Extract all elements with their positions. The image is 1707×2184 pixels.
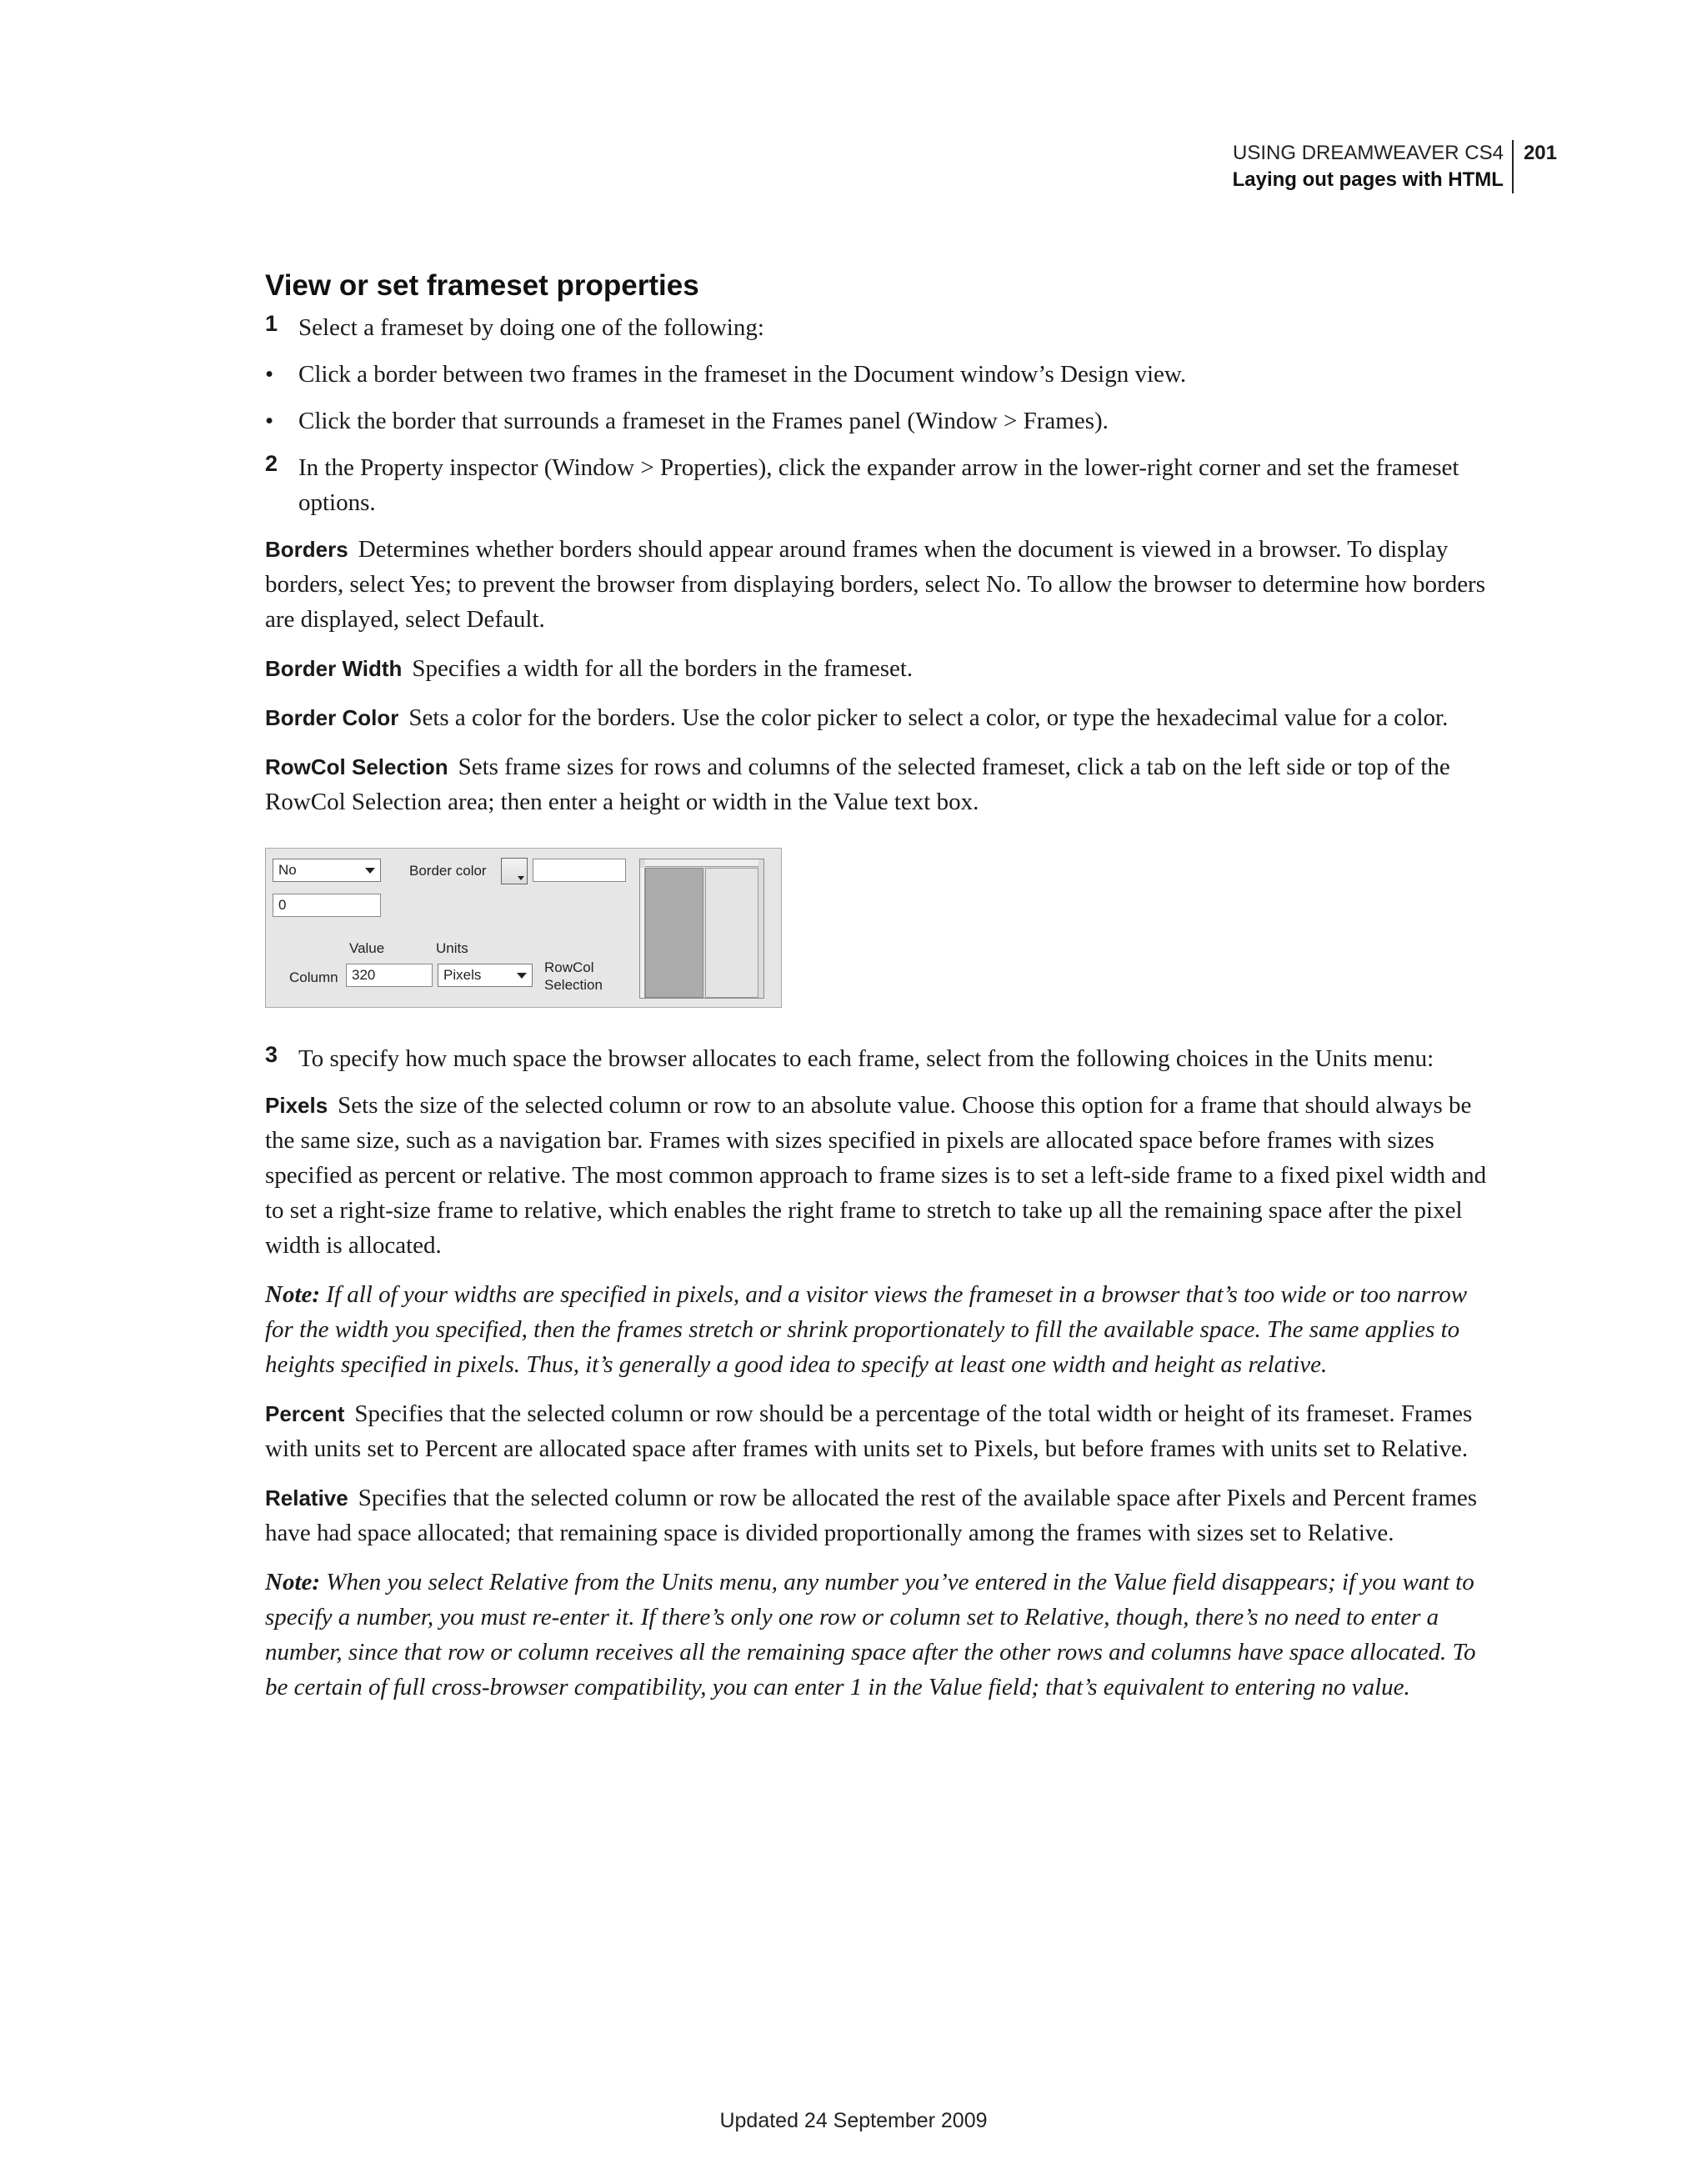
definition-term: Pixels <box>265 1093 328 1118</box>
step-number: 3 <box>265 1042 278 1067</box>
property-inspector-figure <box>265 848 782 1008</box>
step-number: 2 <box>265 451 278 476</box>
rowcol-top-tab[interactable] <box>645 859 758 867</box>
definition-term: Borders <box>265 537 348 562</box>
section-heading: View or set frameset properties <box>265 269 699 302</box>
definition-border-width <box>265 651 1499 686</box>
book-title: USING DREAMWEAVER CS4 <box>1233 142 1504 164</box>
border-color-input[interactable] <box>533 859 626 882</box>
note-text: When you select Relative from the Units menu, any number you’ve entered in the Value field disappears; if you want to specify a number, you must re-enter it. If there’s only one row or column set to Relative, though, there’s no need to enter a number, since that row or column receives all the remaining space after the other rows and columns have space allocated. To be certain of full cross-browser compatibility, you can enter 1 in the Value field; that’s equivalent to entering no value. <box>265 1569 1476 1701</box>
definition-relative <box>265 1480 1499 1550</box>
note-label: Note: <box>265 1281 321 1308</box>
rowcol-column[interactable] <box>705 868 758 998</box>
bullet-text: Click a border between two frames in the frameset in the Document window’s Design view. <box>298 361 1187 388</box>
definition-term: Border Width <box>265 656 403 681</box>
color-swatch-button[interactable] <box>501 858 528 884</box>
value-label: Value <box>349 940 385 956</box>
borders-select[interactable] <box>273 859 381 882</box>
step-2 <box>265 450 1499 520</box>
rowcol-selected-column[interactable] <box>645 868 703 998</box>
step-1 <box>265 310 1499 345</box>
step-number: 1 <box>265 311 278 336</box>
step-3 <box>265 1041 1499 1076</box>
bullet-glyph: • <box>265 361 274 388</box>
definition-rowcol-selection <box>265 749 1499 819</box>
page-number: 201 <box>1523 142 1557 164</box>
definition-border-color <box>265 700 1499 735</box>
definition-percent <box>265 1396 1499 1466</box>
border-color-label: Border color <box>409 863 487 879</box>
units-select-value: Pixels <box>443 967 482 983</box>
running-header <box>1233 140 1557 193</box>
chevron-down-icon <box>518 876 524 880</box>
definition-text: Specifies that the selected column or row be allocated the rest of the available space after Pixels and Percent frames have had space allocated; that remaining space is divided proportionally among the frames with sizes set to Relative. <box>265 1485 1478 1546</box>
definition-pixels <box>265 1088 1499 1263</box>
definition-term: Relative <box>265 1485 348 1510</box>
definition-borders <box>265 532 1499 637</box>
rowcol-label-line-2: Selection <box>544 977 603 993</box>
column-label: Column <box>289 969 338 985</box>
definition-text: Sets the size of the selected column or row to an absolute value. Choose this option for a frame that should always be the same size, such as a navigation bar. Frames with sizes specified in pixels are allocated space before frames with sizes specified as percent or relative. The most common approach to frame sizes is to set a left-side frame to a fixed pixel width and to set a right-size frame to relative, which enables the right frame to stretch to take up all the remaining space after the pixel width is allocated. <box>265 1092 1487 1259</box>
definition-text: Specifies that the selected column or row should be a percentage of the total width or height of its frameset. Frames with units set to Percent are allocated space after frames with units set to Pixels, but before frames with units set to Relative. <box>265 1400 1473 1462</box>
note-relative <box>265 1565 1499 1705</box>
definition-text: Sets frame sizes for rows and columns of the selected frameset, click a tab on the left side or top of the RowCol Selection area; then enter a height or width in the Value text box. <box>265 754 1450 815</box>
rowcol-selection-area[interactable] <box>639 859 764 999</box>
note-label: Note: <box>265 1569 321 1595</box>
rowcol-label-line-1: RowCol <box>544 959 594 975</box>
borders-select-value: No <box>278 862 297 878</box>
note-text: If all of your widths are specified in pixels, and a visitor views the frameset in a browser that’s too wide or too narrow for the width you specified, then the frames stretch or shrink proportionately to fill the available space. The same applies to heights specified in pixels. Thus, it’s generally a good idea to specify at least one width and height as relative. <box>265 1281 1468 1378</box>
step-text: Select a frameset by doing one of the following: <box>298 314 764 341</box>
note-pixels <box>265 1277 1499 1382</box>
chevron-down-icon <box>365 868 375 874</box>
chevron-down-icon <box>517 973 527 979</box>
units-label: Units <box>436 940 468 956</box>
units-select[interactable] <box>438 964 533 987</box>
definition-text: Determines whether borders should appear around frames when the document is viewed in a browser. To display borders, select Yes; to prevent the browser from displaying borders, select No. To allow the browser to determine how borders are displayed, select Default. <box>265 536 1486 633</box>
bullet-item <box>265 357 1499 392</box>
definition-text: Sets a color for the borders. Use the color picker to select a color, or type the hexadecimal value for a color. <box>408 704 1449 731</box>
definition-term: RowCol Selection <box>265 754 448 779</box>
step-text: To specify how much space the browser allocates to each frame, select from the following choices in the Units menu: <box>298 1045 1434 1072</box>
definition-term: Percent <box>265 1401 345 1426</box>
rowcol-label <box>544 959 603 994</box>
bullet-item <box>265 403 1499 438</box>
border-width-input[interactable]: 0 <box>273 894 381 917</box>
bullet-text: Click the border that surrounds a frameset in the Frames panel (Window > Frames). <box>298 408 1109 434</box>
chapter-title: Laying out pages with HTML <box>1232 168 1504 191</box>
step-text: In the Property inspector (Window > Properties), click the expander arrow in the lower-right corner and set the frameset options. <box>298 454 1459 516</box>
column-value-input[interactable]: 320 <box>346 964 433 987</box>
definition-term: Border Color <box>265 705 399 730</box>
page-footer: Updated 24 September 2009 <box>719 2109 988 2132</box>
running-header-titles <box>1233 140 1514 193</box>
definition-text: Specifies a width for all the borders in the frameset. <box>412 655 914 682</box>
page-content <box>265 267 1499 1719</box>
bullet-glyph: • <box>265 408 274 434</box>
